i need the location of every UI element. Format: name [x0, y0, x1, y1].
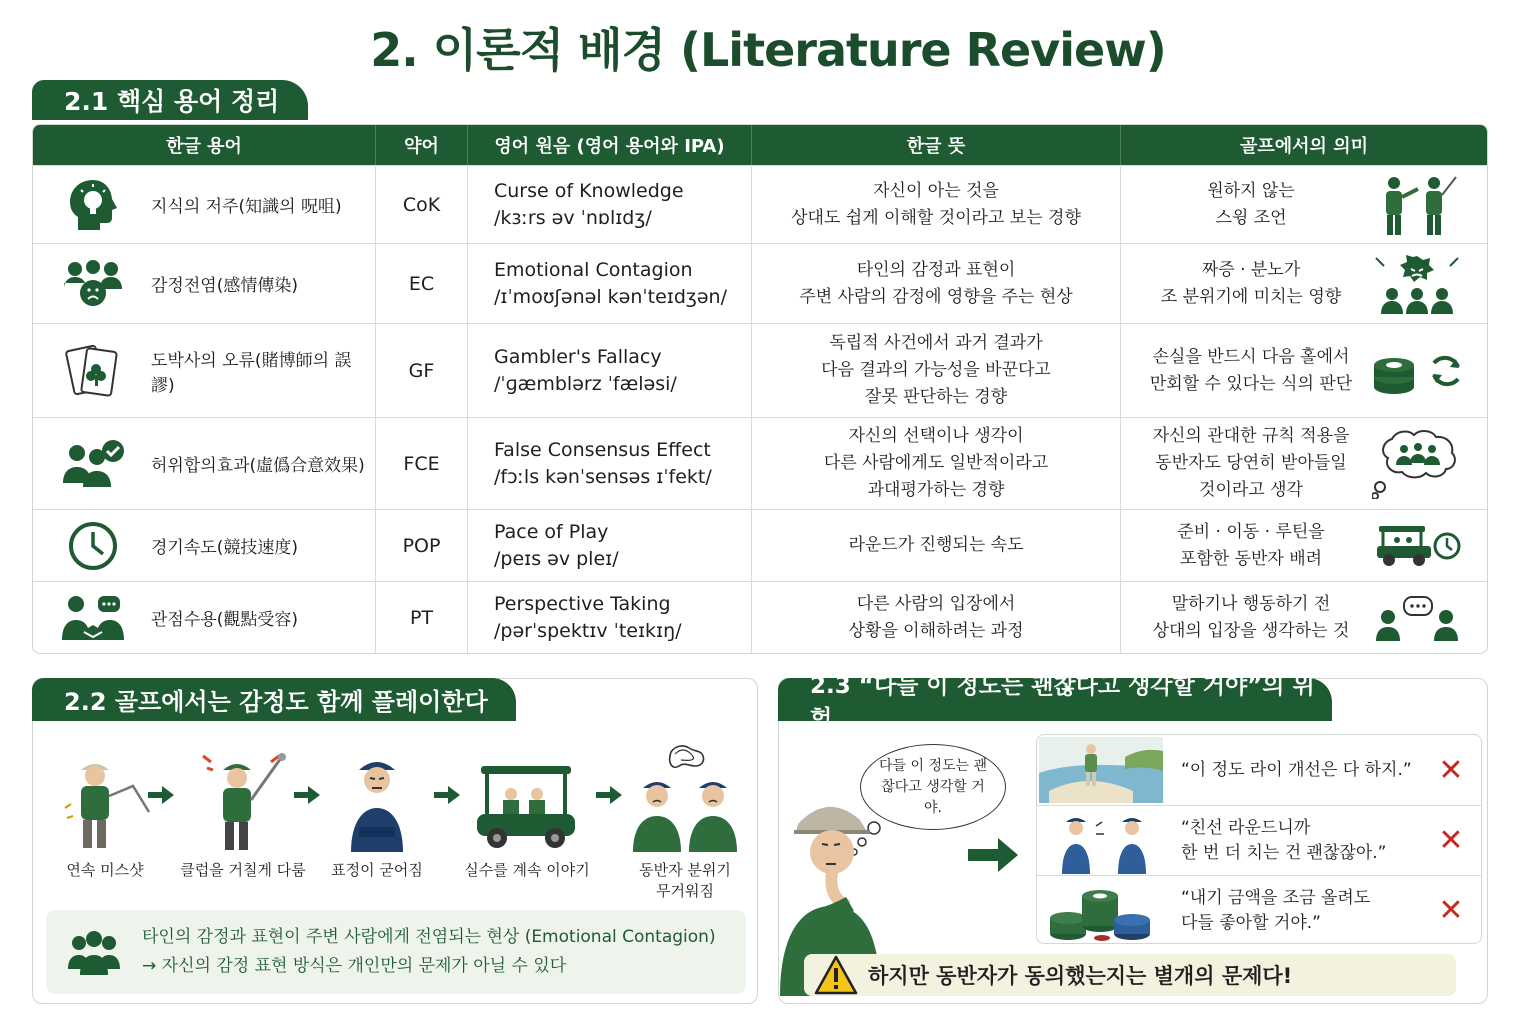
term-english: Gambler's Fallacy — [494, 345, 662, 368]
term-ipa: /peɪs əv pleɪ/ — [494, 547, 619, 570]
step-caption: 연속 미스샷 — [66, 861, 144, 879]
step-caption: 표정이 굳어짐 — [331, 861, 423, 879]
term-ipa: /fɔːls kənˈsensəs ɪˈfekt/ — [494, 465, 712, 488]
table-row — [33, 581, 1487, 653]
term-english: Perspective Taking — [494, 592, 671, 615]
warning-text: 하지만 동반자가 동의했는지는 별개의 문제다! — [868, 964, 1293, 988]
section-tab-2-3: 2.3 “다들 이 정도는 괜찮다고 생각할 거야”의 위험 — [778, 678, 1332, 721]
stern-face-golfer-icon — [312, 740, 442, 852]
cross-mark-icon: ✕ — [1438, 752, 1464, 788]
term-ipa: /pərˈspektɪv ˈteɪkɪŋ/ — [494, 619, 682, 642]
table-header — [33, 125, 1487, 165]
betting-chips-icon — [1037, 876, 1165, 945]
term-abbr: FCE — [376, 418, 468, 509]
meaning-line: 타인의 감정과 표현이 — [856, 259, 1016, 280]
term-english: Emotional Contagion — [494, 258, 693, 281]
term-korean: 지식의 저주(知識의 呪咀) — [151, 197, 342, 217]
term-ipa: /ˈɡæmblərz ˈfæləsi/ — [494, 372, 677, 395]
header-meaning: 한글 뜻 — [752, 125, 1121, 165]
term-korean: 경기속도(競技速度) — [151, 538, 298, 558]
arrow-right-icon — [968, 838, 1018, 872]
golf-line: 준비 · 이동 · 루틴을 — [1177, 521, 1325, 542]
meaning-line: 다른 사람의 입장에서 — [856, 593, 1016, 614]
table-row — [33, 417, 1487, 509]
list-item — [1037, 875, 1481, 944]
term-ipa: /ɪˈmoʊʃənəl kənˈteɪdʒən/ — [494, 285, 728, 308]
head-lightbulb-icon — [59, 175, 127, 235]
thought-group-icon — [1371, 432, 1463, 496]
term-korean: 감정전염(感情傳染) — [151, 276, 298, 296]
group-sad-icon — [59, 254, 127, 314]
arrow-right-icon — [148, 785, 174, 805]
two-people-chat-icon — [1371, 586, 1463, 650]
list-item — [1037, 805, 1481, 875]
term-ipa: /kɜːrs əv ˈnɒlɪdʒ/ — [494, 206, 652, 229]
term-korean: 허위합의효과(虛僞合意效果) — [151, 456, 365, 476]
warning-banner — [804, 954, 1456, 996]
table-row — [33, 165, 1487, 243]
term-korean: 관점수용(觀點受容) — [151, 610, 298, 630]
gloomy-companions-icon — [618, 740, 752, 852]
cross-mark-icon: ✕ — [1438, 893, 1464, 928]
table-row — [33, 323, 1487, 417]
golf-line: 짜증 · 분노가 — [1201, 259, 1301, 280]
arrow-right-icon — [434, 785, 460, 805]
group-people-icon — [46, 929, 142, 975]
term-abbr: EC — [376, 244, 468, 323]
term-abbr: PT — [376, 582, 468, 653]
header-abbr: 약어 — [376, 125, 468, 165]
quote-line: 한 번 더 치는 건 괜찮잖아.” — [1181, 842, 1387, 863]
header-golf: 골프에서의 의미 — [1240, 136, 1368, 157]
meaning-line: 상황을 이해하려는 과정 — [848, 620, 1024, 641]
golf-line: 상대의 입장을 생각하는 것 — [1152, 620, 1350, 641]
meaning-line: 자신의 선택이나 생각이 — [848, 426, 1024, 446]
header-english: 영어 원음 (영어 용어와 IPA) — [468, 125, 752, 165]
step-item — [178, 740, 308, 881]
golf-line: 동반자도 당연히 받아들일 — [1155, 453, 1347, 473]
quote-line: 다들 좋아할 거야.” — [1181, 912, 1321, 933]
quote-list — [1036, 734, 1482, 944]
golf-line: 스윙 조언 — [1215, 207, 1287, 228]
thought-bubble — [860, 744, 1006, 830]
page-title: 2. 이론적 배경 (Literature Review) — [370, 23, 1166, 77]
cross-mark-icon: ✕ — [1438, 823, 1464, 858]
section-tab-2-1: 2.1 핵심 용어 정리 — [32, 80, 308, 120]
term-english: False Consensus Effect — [494, 438, 711, 461]
meaning-line: 라운드가 진행되는 속도 — [848, 535, 1024, 555]
chips-refresh-icon — [1371, 339, 1463, 403]
meaning-line: 자신이 아는 것을 — [873, 180, 999, 201]
step-caption: 실수를 계속 이야기 — [464, 861, 590, 879]
term-english: Pace of Play — [494, 520, 609, 543]
emotion-steps — [40, 740, 750, 900]
golf-line: 자신의 관대한 규칙 적용을 — [1152, 426, 1350, 446]
step-item — [618, 740, 752, 902]
thought-text: 다들 이 정도는 괜찮다고 생각할 거야. — [878, 757, 988, 816]
group-check-icon — [59, 434, 127, 494]
term-english: Curse of Knowledge — [494, 179, 684, 202]
step-caption: 클럽을 거칠게 다룸 — [180, 861, 306, 879]
contagion-note — [46, 910, 746, 994]
meaning-line: 다음 결과의 가능성을 바꾼다고 — [821, 360, 1051, 380]
playing-cards-icon — [59, 341, 127, 401]
meaning-line: 다른 사람에게도 일반적이라고 — [823, 453, 1049, 473]
section-tab-2-2: 2.2 골프에서는 감정도 함께 플레이한다 — [32, 678, 516, 721]
term-korean: 도박사의 오류(賭博師의 誤謬) — [151, 350, 352, 396]
step-item — [462, 740, 592, 881]
handshake-chat-icon — [59, 588, 127, 648]
golf-line: 말하기나 행동하기 전 — [1171, 593, 1331, 614]
golf-cart-clock-icon — [1371, 514, 1463, 578]
step-item — [312, 740, 442, 881]
header-korean-term: 한글 용어 — [33, 125, 376, 165]
meaning-line: 주변 사람의 감정에 영향을 주는 현상 — [799, 286, 1073, 307]
lie-improvement-icon — [1037, 735, 1165, 805]
golf-line: 만회할 수 있다는 식의 판단 — [1149, 373, 1353, 394]
terms-table — [32, 124, 1488, 654]
golf-line: 것이라고 생각 — [1199, 480, 1303, 500]
quote-line: “내기 금액을 조금 올려도 — [1181, 887, 1371, 908]
meaning-line: 독립적 사건에서 과거 결과가 — [829, 333, 1043, 353]
quote-line: “이 정도 라이 개선은 다 하지.” — [1181, 759, 1412, 780]
two-golfers-talking-icon — [1037, 806, 1165, 876]
swing-advice-icon — [1371, 173, 1463, 237]
term-abbr: CoK — [376, 166, 468, 243]
step-caption: 무거워짐 — [656, 882, 714, 900]
quote-line: “친선 라운드니까 — [1181, 817, 1311, 838]
golf-line: 포함한 동반자 배려 — [1179, 548, 1323, 569]
golf-cart-talking-icon — [462, 740, 592, 852]
meaning-line: 잘못 판단하는 경향 — [864, 387, 1008, 407]
table-row — [33, 509, 1487, 581]
term-abbr: POP — [376, 510, 468, 581]
warning-icon — [804, 955, 868, 995]
step-item — [40, 740, 170, 881]
table-row — [33, 243, 1487, 323]
list-item — [1037, 735, 1481, 805]
meaning-line: 상대도 쉽게 이해할 것이라고 보는 경향 — [791, 207, 1081, 228]
term-abbr: GF — [376, 324, 468, 417]
note-line-2: → 자신의 감정 표현 방식은 개인만의 문제가 아닐 수 있다 — [142, 956, 567, 976]
note-line-1: 타인의 감정과 표현이 주변 사람에게 전염되는 현상 (Emotional Contagion) — [142, 927, 716, 947]
golf-line: 조 분위기에 미치는 영향 — [1160, 286, 1342, 307]
angry-group-icon — [1371, 252, 1463, 316]
golf-line: 원하지 않는 — [1207, 180, 1295, 201]
meaning-line: 과대평가하는 경향 — [867, 480, 1005, 500]
clock-icon — [59, 516, 127, 576]
golf-line: 손실을 반드시 다음 홀에서 — [1152, 346, 1350, 367]
step-caption: 동반자 분위기 — [639, 861, 731, 879]
angry-golfer-club-icon — [178, 740, 308, 852]
